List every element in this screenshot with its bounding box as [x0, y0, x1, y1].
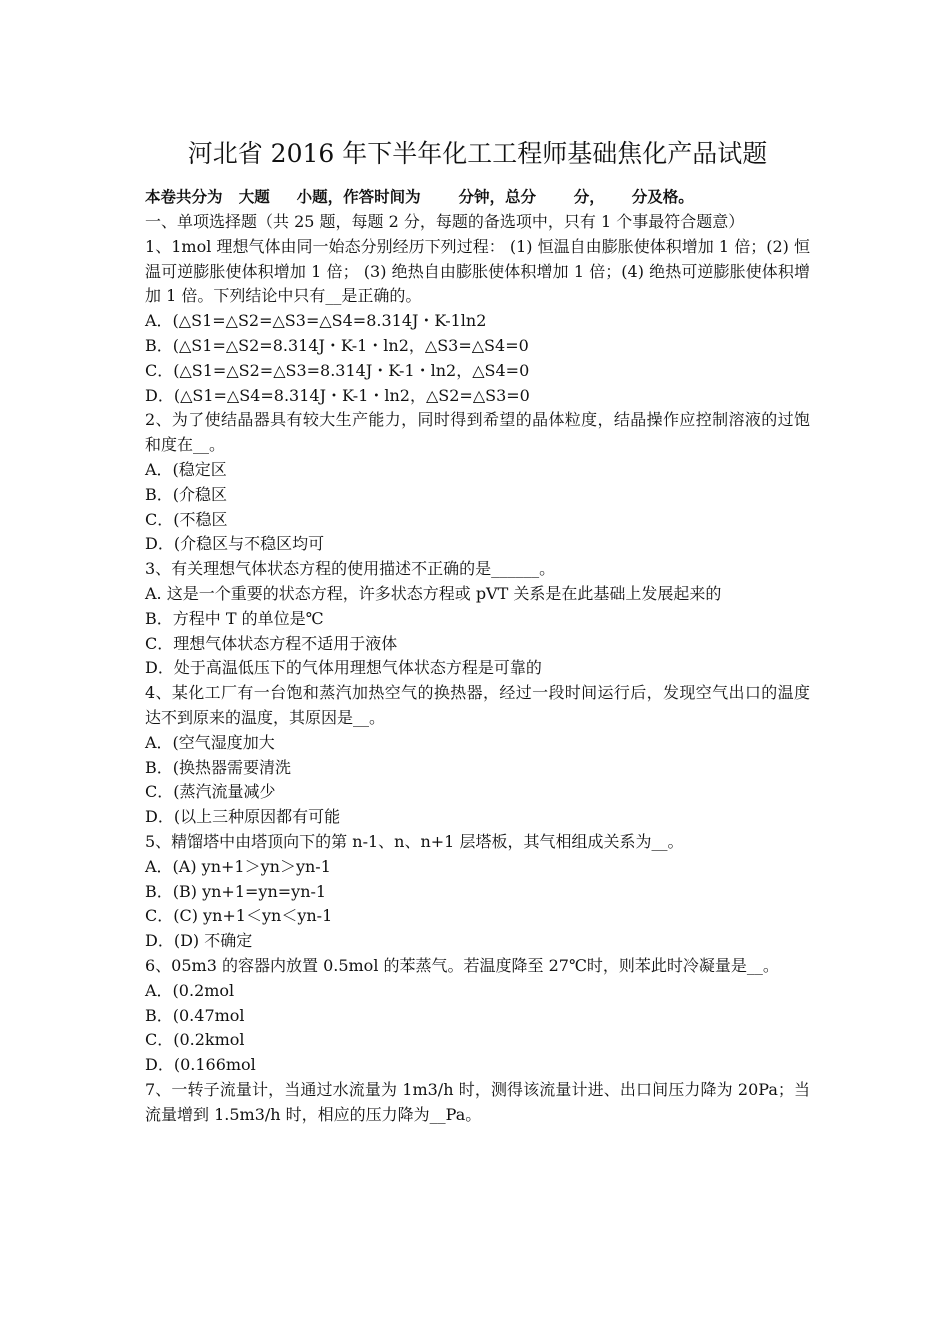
option-c: C．(不稳区: [145, 509, 228, 529]
question-stem: 2、为了使结晶器具有较大生产能力，同时得到希望的晶体粒度，结晶操作应控制溶液的过饱和度在__。: [145, 410, 810, 455]
question-6: [145, 954, 810, 1078]
option-b: B．(换热器需要清洗: [145, 757, 292, 777]
option-c: C．(0.2kmol: [145, 1030, 245, 1050]
option-c: C．理想气体状态方程不适用于液体: [145, 633, 398, 653]
option-d: D．处于高温低压下的气体用理想气体状态方程是可靠的: [145, 658, 542, 678]
question-stem: 1、1mol 理想气体由同一始态分别经历下列过程： (1) 恒温自由膨胀使体积增加 1 倍；(2) 恒温可逆膨胀使体积增加 1 倍； (3) 绝热自由膨胀使体积增加 1 倍；(4) 绝热可逆膨胀使体积增加 1 倍。下列结论中只有__是正确的。: [145, 236, 810, 306]
section-header: 一、单项选择题（共 25 题，每题 2 分，每题的备选项中，只有 1 个事最符合题意）: [145, 212, 745, 231]
option-a: A．(A) yn+1＞yn＞yn-1: [145, 856, 331, 876]
option-d: D．(0.166mol: [145, 1055, 256, 1075]
option-d: D．(△S1=△S4=8.314J・K-1・ln2，△S2=△S3=0: [145, 385, 530, 405]
option-c: C．(蒸汽流量减少: [145, 782, 276, 802]
question-5: [145, 830, 810, 954]
question-1: [145, 235, 810, 409]
document-title: 河北省 2016 年下半年化工工程师基础焦化产品试题: [187, 139, 768, 168]
option-b: B．(0.47mol: [145, 1005, 245, 1025]
question-4: [145, 681, 810, 830]
option-b: B．方程中 T 的单位是℃: [145, 608, 324, 628]
option-b: B．(介稳区: [145, 484, 228, 504]
question-stem: 3、有关理想气体状态方程的使用描述不正确的是______。: [145, 559, 556, 579]
option-a: A．(稳定区: [145, 459, 227, 479]
option-b: B．(B) yn+1=yn=yn-1: [145, 881, 327, 901]
document-content: [145, 138, 810, 1127]
question-3: [145, 557, 810, 681]
option-b: B．(△S1=△S2=8.314J・K-1・ln2，△S3=△S4=0: [145, 335, 529, 355]
option-c: C．(C) yn+1＜yn＜yn-1: [145, 906, 333, 926]
option-d: D．(介稳区与不稳区均可: [145, 534, 325, 554]
option-c: C．(△S1=△S2=△S3=8.314J・K-1・ln2，△S4=0: [145, 360, 530, 380]
question-stem: 7、一转子流量计，当通过水流量为 1m3/h 时，测得该流量计进、出口间压力降为 20Pa；当流量增到 1.5m3/h 时，相应的压力降为__Pa。: [145, 1079, 810, 1124]
question-stem: 6、05m3 的容器内放置 0.5mol 的苯蒸气。若温度降至 27℃时，则苯此时冷凝量是__。: [145, 955, 779, 975]
option-a: A．(0.2mol: [145, 980, 235, 1000]
question-stem: 4、某化工厂有一台饱和蒸汽加热空气的换热器，经过一段时间运行后，发现空气出口的温度达不到原来的温度，其原因是__。: [145, 683, 810, 727]
option-a: A．(空气湿度加大: [145, 732, 275, 752]
option-d: D．(D) 不确定: [145, 931, 253, 951]
option-a: A．(△S1=△S2=△S3=△S4=8.314J・K-1ln2: [145, 311, 487, 331]
option-a: A. 这是一个重要的状态方程，许多状态方程或 pVT 关系是在此基础上发展起来的: [145, 583, 722, 603]
question-7: [145, 1078, 810, 1128]
question-2: [145, 408, 810, 557]
exam-notice: 本卷共分为 大题 小题，作答时间为 分钟，总分 分， 分及格。: [145, 188, 694, 206]
question-stem: 5、精馏塔中由塔顶向下的第 n-1、n、n+1 层塔板，其气相组成关系为__。: [145, 831, 684, 851]
option-d: D．(以上三种原因都有可能: [145, 807, 341, 827]
